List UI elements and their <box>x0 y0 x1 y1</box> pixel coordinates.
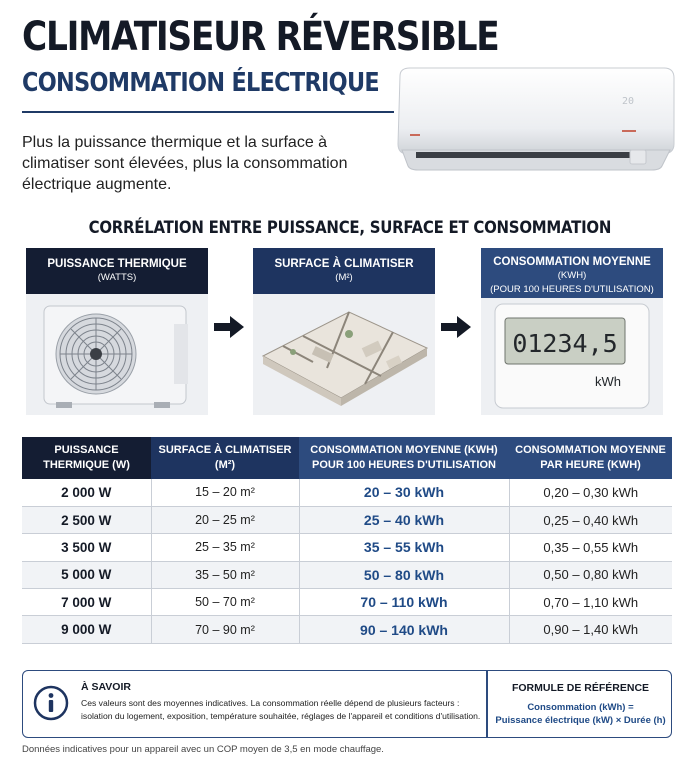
outdoor-unit-image <box>26 294 208 415</box>
footnote: Données indicatives pour un appareil avec un COP moyen de 3,5 en mode chauffage. <box>22 744 384 755</box>
intro-text: Plus la puissance thermique et la surface à climatiser sont élevées, plus la consommation électrique augmente. <box>22 134 348 193</box>
table-header-row <box>22 437 672 479</box>
cell-surface: 35 – 50 m² <box>151 561 299 588</box>
title-divider <box>22 111 394 113</box>
formula-title: FORMULE DE RÉFÉRENCE <box>511 682 650 694</box>
cell-power: 7 000 W <box>22 589 151 616</box>
table-row <box>22 534 672 561</box>
page-subtitle: CONSOMMATION ÉLECTRIQUE <box>22 68 380 98</box>
cell-hourly: 0,25 – 0,40 kWh <box>509 506 672 533</box>
card-title: SURFACE À CLIMATISER <box>274 258 414 270</box>
card-consumption <box>481 248 663 415</box>
arrow-right-icon <box>214 314 244 340</box>
cell-power: 9 000 W <box>22 616 151 643</box>
cell-power: 2 500 W <box>22 506 151 533</box>
table-row <box>22 561 672 588</box>
info-icon <box>33 685 69 721</box>
card-thermal-power-header <box>26 248 208 294</box>
info-text: Ces valeurs sont des moyennes indicatives. La consommation réelle dépend de plusieurs facteurs : isolation du logement, exposition, température souhaitée, réglages de l'appareil et conditions d'utilisation. <box>81 698 481 721</box>
card-subtitle: (M²) <box>335 272 353 283</box>
meter-reading: 01234,5 <box>512 329 618 358</box>
info-divider <box>486 671 488 737</box>
cell-consumption: 50 – 80 kWh <box>299 561 509 588</box>
table-row <box>22 589 672 616</box>
cell-consumption: 70 – 110 kWh <box>299 589 509 616</box>
floor-plan-image <box>253 294 435 415</box>
formula-text <box>489 701 672 727</box>
cell-surface: 15 – 20 m² <box>151 479 299 506</box>
card-title: PUISSANCE THERMIQUE <box>47 258 187 270</box>
ac-display-text: 20 <box>622 96 635 107</box>
card-surface <box>253 248 435 415</box>
card-consumption-header <box>481 248 663 298</box>
page-title: CLIMATISEUR RÉVERSIBLE <box>22 14 499 60</box>
cell-surface: 70 – 90 m² <box>151 616 299 643</box>
consumption-table <box>22 437 672 644</box>
cell-hourly: 0,20 – 0,30 kWh <box>509 479 672 506</box>
cell-hourly: 0,50 – 0,80 kWh <box>509 561 672 588</box>
cell-surface: 50 – 70 m² <box>151 589 299 616</box>
formula-line-2: Puissance électrique (kW) × Durée (h) <box>495 715 666 726</box>
card-subtitle: (WATTS) <box>97 272 137 283</box>
table-row <box>22 506 672 533</box>
energy-meter-image <box>481 298 663 415</box>
column-header-hourly: CONSOMMATION MOYENNE PAR HEURE (KWH) <box>509 437 672 479</box>
arrow-right-icon <box>441 314 471 340</box>
cell-consumption: 25 – 40 kWh <box>299 506 509 533</box>
cell-hourly: 0,90 – 1,40 kWh <box>509 616 672 643</box>
card-subtitle: (KWH) <box>557 270 587 281</box>
cell-consumption: 35 – 55 kWh <box>299 534 509 561</box>
info-title: À SAVOIR <box>81 681 131 693</box>
column-header-surface: SURFACE À CLIMATISER (M²) <box>151 437 299 479</box>
cell-surface: 20 – 25 m² <box>151 506 299 533</box>
cell-consumption: 20 – 30 kWh <box>299 479 509 506</box>
cell-power: 5 000 W <box>22 561 151 588</box>
cell-power: 3 500 W <box>22 534 151 561</box>
cell-power: 2 000 W <box>22 479 151 506</box>
cell-consumption: 90 – 140 kWh <box>299 616 509 643</box>
cell-hourly: 0,35 – 0,55 kWh <box>509 534 672 561</box>
column-header-consumption: CONSOMMATION MOYENNE (KWH) POUR 100 HEURES D'UTILISATION <box>299 437 509 479</box>
card-title: CONSOMMATION MOYENNE <box>493 256 651 268</box>
card-thermal-power <box>26 248 208 415</box>
column-header-power: PUISSANCE THERMIQUE (W) <box>22 437 151 479</box>
cell-hourly: 0,70 – 1,10 kWh <box>509 589 672 616</box>
cell-surface: 25 – 35 m² <box>151 534 299 561</box>
meter-unit: kWh <box>595 374 621 389</box>
table-row <box>22 479 672 506</box>
card-subtitle-2: (POUR 100 HEURES D'UTILISATION) <box>490 284 654 295</box>
formula-line-1: Consommation (kWh) = <box>527 702 634 713</box>
card-surface-header <box>253 248 435 294</box>
info-box <box>22 670 672 738</box>
section-heading: CORRÉLATION ENTRE PUISSANCE, SURFACE ET CONSOMMATION <box>88 218 612 238</box>
air-conditioner-image <box>394 66 678 178</box>
table-row <box>22 616 672 643</box>
